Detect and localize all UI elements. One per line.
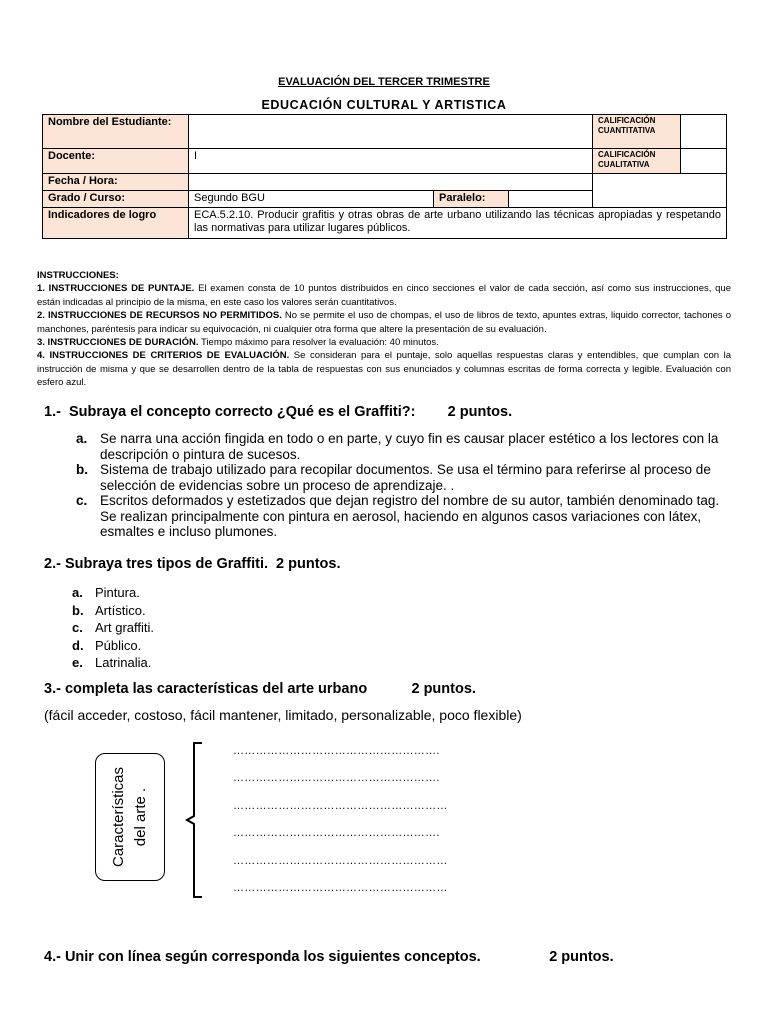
instruction-item: 2. INSTRUCCIONES DE RECURSOS NO PERMITIDOS. No se permite el uso de chompas, el uso de libros de texto, apuntes extras, liquido corrector, tachones o manchones, paréntesis para indicar su equivocación, ni cualquier otra forma que altere la presentación de su evaluación.: [37, 310, 732, 335]
question-3-title: 3.- completa las características del arte urbano 2 puntos.: [44, 681, 476, 697]
student-name-label: Nombre del Estudiante:: [43, 115, 189, 149]
student-name-field[interactable]: [189, 115, 593, 149]
question-3-hint: (fácil acceder, costoso, fácil mantener, limitado, personalizable, poco flexible): [44, 707, 522, 723]
instruction-item: 4. INSTRUCCIONES DE CRITERIOS DE EVALUACIÓN. Se consideran para el puntaje, solo aquellas respuestas claras y entendibles, que cumplan con la instrucción de misma y que se desarrollen dentro de la tabla de respuestas con sus enunciados y columnas escritas de forma correcta y legible. Evaluación con esfero azul.: [37, 350, 731, 389]
question-1-title: 1.- Subraya el concepto correcto ¿Qué es el Graffiti?: 2 puntos.: [44, 404, 513, 420]
question-2-options: [72, 584, 154, 672]
option-item[interactable]: a. Se narra una acción fingida en todo o en parte, y cuyo fin es causar placer estético a los lectores con la descripción o pintura de sucesos.: [76, 431, 719, 462]
instructions-block: [37, 269, 731, 390]
answer-blank-line[interactable]: …………………………………………………: [233, 855, 448, 867]
teacher-field[interactable]: I: [189, 149, 593, 174]
grade-label: Grado / Curso:: [43, 191, 189, 208]
option-item[interactable]: c. Art graffiti.: [72, 620, 155, 636]
indicators-label: Indicadores de logro: [43, 208, 189, 239]
grade-blank-cell: [593, 174, 727, 208]
answer-blank-line[interactable]: …………………………………………………: [233, 800, 448, 812]
answer-blank-line[interactable]: ……………………………………………….: [233, 827, 440, 839]
option-item[interactable]: c. Escritos deformados y estetizados que dejan registro del nombre de su autor, también denominado tag. Se realizan principalmente con pintura en aerosol, haciendo en algunos casos variaciones con látex, esmaltes e incluso plumones.: [76, 493, 720, 539]
instruction-item: 3. INSTRUCCIONES DE DURACIÓN. Tiempo máximo para resolver la evaluación: 40 minutos.: [37, 337, 439, 349]
exam-title: EVALUACIÓN DEL TERCER TRIMESTRE: [278, 76, 490, 88]
date-label: Fecha / Hora:: [43, 174, 189, 191]
question-2-title: 2.- Subraya tres tipos de Graffiti. 2 puntos.: [44, 556, 341, 572]
characteristics-box: [95, 753, 165, 881]
option-item[interactable]: a. Pintura.: [72, 585, 140, 600]
option-item[interactable]: b. Sistema de trabajo utilizado para recopilar documentos. Se usa el término para referirse al proceso de selección de evidencias sobre un proceso de aprendizaje. .: [76, 462, 711, 493]
instructions-heading: INSTRUCCIONES:: [37, 270, 119, 281]
instruction-item: 1. INSTRUCCIONES DE PUNTAJE. El examen consta de 10 puntos distribuidos en cinco secciones el valor de cada sección, así como sus instrucciones, que están indicadas al principio de la misma, en este caso los valores serán cuantitativos.: [37, 283, 731, 308]
grade-field[interactable]: Segundo BGU: [189, 191, 434, 208]
qualitative-grade-field[interactable]: [681, 149, 727, 174]
quantitative-grade-field[interactable]: [681, 115, 727, 149]
curly-brace-icon: [183, 742, 205, 898]
option-item[interactable]: e. Latrinalia.: [72, 655, 152, 671]
question-1-options: [76, 431, 726, 540]
answer-blank-line[interactable]: …………………………………………………: [233, 882, 448, 894]
parallel-field[interactable]: [509, 191, 593, 208]
answer-blank-line[interactable]: ……………………………………………….: [233, 745, 440, 757]
subject-title: EDUCACIÓN CULTURAL Y ARTISTICA: [261, 98, 507, 112]
parallel-label: Paralelo:: [434, 191, 509, 208]
qualitative-grade-label: CALIFICACIÓN CUALITATIVA: [593, 149, 681, 174]
quantitative-grade-label: CALIFICACIÓN CUANTITATIVA: [593, 115, 681, 149]
student-info-table: [42, 114, 727, 239]
option-item[interactable]: b. Artístico.: [72, 602, 146, 618]
question-4-title: 4.- Unir con línea según corresponda los siguientes conceptos. 2 puntos.: [44, 949, 614, 965]
date-field[interactable]: [189, 174, 593, 191]
indicators-value: ECA.5.2.10. Producir grafitis y otras obras de arte urbano utilizando las técnicas apropiadas y respetando las normativas para utilizar lugares públicos.: [189, 208, 727, 239]
teacher-label: Docente:: [43, 149, 189, 174]
characteristics-box-label: Características del arte .: [110, 766, 149, 868]
option-item[interactable]: d. Público.: [72, 637, 142, 653]
answer-blank-line[interactable]: ……………………………………………….: [233, 772, 440, 784]
